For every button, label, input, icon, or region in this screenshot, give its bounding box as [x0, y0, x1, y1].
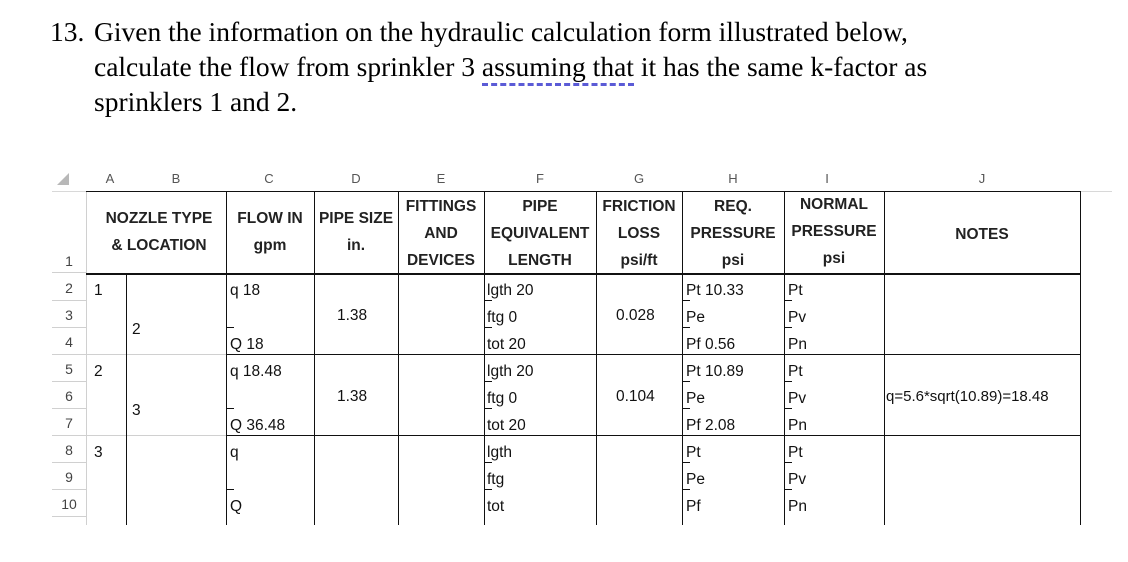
- cell-tick: [484, 300, 492, 301]
- header-normal-pressure[interactable]: NORMAL PRESSURE psi: [791, 196, 877, 267]
- cell-i6[interactable]: Pv: [788, 390, 807, 407]
- cell-h5[interactable]: Pt 10.89: [686, 363, 744, 380]
- cell-f7[interactable]: tot 20: [487, 417, 526, 434]
- cell-c4[interactable]: Q 18: [230, 336, 264, 353]
- cell-h9[interactable]: Pe: [686, 471, 705, 488]
- header-req-pressure[interactable]: REQ. PRESSURE psi: [690, 198, 776, 269]
- gridline: [52, 300, 86, 301]
- cell-h10[interactable]: Pf: [686, 498, 701, 515]
- cell-f4[interactable]: tot 20: [487, 336, 526, 353]
- row-number-1[interactable]: 1: [65, 253, 73, 269]
- cell-tick: [226, 489, 234, 490]
- col-header-a[interactable]: A: [105, 171, 115, 186]
- table-border: [314, 191, 315, 525]
- col-header-d[interactable]: D: [351, 171, 361, 186]
- cell-tick: [784, 408, 792, 409]
- row-number-5[interactable]: 5: [65, 361, 73, 377]
- cell-tick: [484, 408, 492, 409]
- cell-a2[interactable]: 1: [94, 282, 103, 299]
- cell-b3[interactable]: 2: [132, 321, 141, 338]
- cell-tick: [784, 381, 792, 382]
- table-border: [86, 273, 1080, 275]
- cell-h4[interactable]: Pf 0.56: [686, 336, 736, 353]
- row-number-10[interactable]: 10: [61, 496, 77, 512]
- cell-h8[interactable]: Pt: [686, 444, 701, 461]
- header-nozzle[interactable]: NOZZLE TYPE & LOCATION: [105, 210, 213, 254]
- cell-c7[interactable]: Q 36.48: [230, 417, 286, 434]
- spellcheck-underline: assuming that: [482, 51, 634, 86]
- row-number-2[interactable]: 2: [65, 280, 73, 296]
- gridline: [86, 191, 87, 525]
- cell-f3[interactable]: ftg 0: [487, 309, 518, 326]
- cell-d3[interactable]: 1.38: [337, 307, 368, 324]
- cell-g6[interactable]: 0.104: [616, 388, 655, 405]
- cell-f6[interactable]: ftg 0: [487, 390, 518, 407]
- col-header-f[interactable]: F: [536, 171, 544, 186]
- cell-tick: [784, 300, 792, 301]
- gridline: [52, 489, 86, 490]
- col-header-e[interactable]: E: [436, 171, 446, 186]
- table-border: [398, 191, 399, 525]
- gridline: [52, 435, 86, 436]
- cell-i8[interactable]: Pt: [788, 444, 803, 461]
- cell-c8[interactable]: q: [230, 444, 239, 461]
- gridline: [52, 408, 86, 409]
- table-border: [596, 191, 597, 525]
- row-number-9[interactable]: 9: [65, 469, 73, 485]
- cell-h7[interactable]: Pf 2.08: [686, 417, 736, 434]
- cell-d6[interactable]: 1.38: [337, 388, 368, 405]
- gridline: [52, 354, 86, 355]
- table-border: [1080, 191, 1081, 525]
- table-border: [682, 191, 683, 525]
- cell-h2[interactable]: Pt 10.33: [686, 282, 744, 299]
- gridline: [52, 462, 86, 463]
- cell-f9[interactable]: ftg: [487, 471, 505, 488]
- col-header-h[interactable]: H: [728, 171, 738, 186]
- cell-j6[interactable]: q=5.6*sqrt(10.89)=18.48: [886, 388, 1049, 405]
- cell-i5[interactable]: Pt: [788, 363, 803, 380]
- cell-tick: [784, 489, 792, 490]
- header-equivalent[interactable]: PIPE EQUIVALENT LENGTH: [490, 198, 590, 269]
- cell-i2[interactable]: Pt: [788, 282, 803, 299]
- question-number: 13.: [50, 16, 85, 47]
- cell-c10[interactable]: Q: [230, 498, 243, 515]
- question-line-1: 13. Given the information on the hydraulic calculation form illustrated below,: [50, 16, 908, 47]
- cell-f5[interactable]: lgth 20: [487, 363, 534, 380]
- table-border: [226, 354, 1080, 355]
- cell-b6[interactable]: 3: [132, 402, 141, 419]
- question-line-3: sprinklers 1 and 2.: [94, 86, 298, 117]
- gridline: [52, 272, 86, 273]
- cell-f8[interactable]: lgth: [487, 444, 512, 461]
- cell-tick: [226, 408, 234, 409]
- header-fittings[interactable]: FITTINGS AND DEVICES: [405, 198, 477, 269]
- cell-tick: [226, 327, 234, 328]
- gridline: [52, 381, 86, 382]
- row-number-8[interactable]: 8: [65, 442, 73, 458]
- col-header-c[interactable]: C: [264, 171, 274, 186]
- cell-tick: [682, 489, 690, 490]
- question-text: [50, 14, 1110, 119]
- row-number-3[interactable]: 3: [65, 307, 73, 323]
- cell-tick: [784, 327, 792, 328]
- cell-tick: [682, 381, 690, 382]
- cell-tick: [682, 327, 690, 328]
- table-border: [484, 191, 485, 525]
- cell-c5[interactable]: q 18.48: [230, 363, 282, 380]
- cell-i9[interactable]: Pv: [788, 471, 807, 488]
- cell-c2[interactable]: q 18: [230, 282, 261, 299]
- row-number-6[interactable]: 6: [65, 388, 73, 404]
- cell-g3[interactable]: 0.028: [616, 307, 655, 324]
- select-all-corner[interactable]: [57, 173, 69, 185]
- table-border: [126, 275, 127, 525]
- question-line-2: calculate the flow from sprinkler 3 assuming that it has the same k-factor as: [50, 49, 1110, 84]
- table-border: [884, 191, 885, 525]
- spreadsheet: [52, 165, 1112, 525]
- cell-i10[interactable]: Pn: [788, 498, 807, 515]
- cell-tick: [784, 462, 792, 463]
- cell-tick: [484, 489, 492, 490]
- gridline: [52, 516, 86, 517]
- cell-f2[interactable]: lgth 20: [487, 282, 534, 299]
- row-number-7[interactable]: 7: [65, 415, 73, 431]
- col-header-i[interactable]: I: [825, 171, 829, 186]
- cell-a5[interactable]: 2: [94, 363, 103, 380]
- header-friction[interactable]: FRICTION LOSS psi/ft: [602, 198, 676, 269]
- cell-tick: [484, 381, 492, 382]
- cell-tick: [682, 462, 690, 463]
- cell-i7[interactable]: Pn: [788, 417, 807, 434]
- row-number-4[interactable]: 4: [65, 334, 73, 350]
- header-pipe-size[interactable]: PIPE SIZE in.: [318, 210, 394, 254]
- header-flow[interactable]: FLOW IN gpm: [237, 210, 303, 254]
- cell-tick: [682, 408, 690, 409]
- cell-a8[interactable]: 3: [94, 444, 103, 461]
- table-border: [86, 435, 226, 436]
- cell-f10[interactable]: tot: [487, 498, 505, 515]
- gridline: [52, 327, 86, 328]
- cell-tick: [484, 462, 492, 463]
- col-header-g[interactable]: G: [633, 171, 645, 186]
- cell-i4[interactable]: Pn: [788, 336, 807, 353]
- col-header-j[interactable]: J: [978, 171, 986, 186]
- table-border: [86, 191, 1080, 192]
- cell-h6[interactable]: Pe: [686, 390, 705, 407]
- table-border: [226, 191, 227, 525]
- table-border: [226, 435, 1080, 436]
- table-border: [86, 354, 226, 355]
- cell-i3[interactable]: Pv: [788, 309, 807, 326]
- col-header-b[interactable]: B: [171, 171, 181, 186]
- cell-tick: [682, 300, 690, 301]
- header-notes[interactable]: NOTES: [955, 226, 1009, 243]
- table-border: [784, 191, 785, 525]
- cell-h3[interactable]: Pe: [686, 309, 705, 326]
- cell-tick: [484, 327, 492, 328]
